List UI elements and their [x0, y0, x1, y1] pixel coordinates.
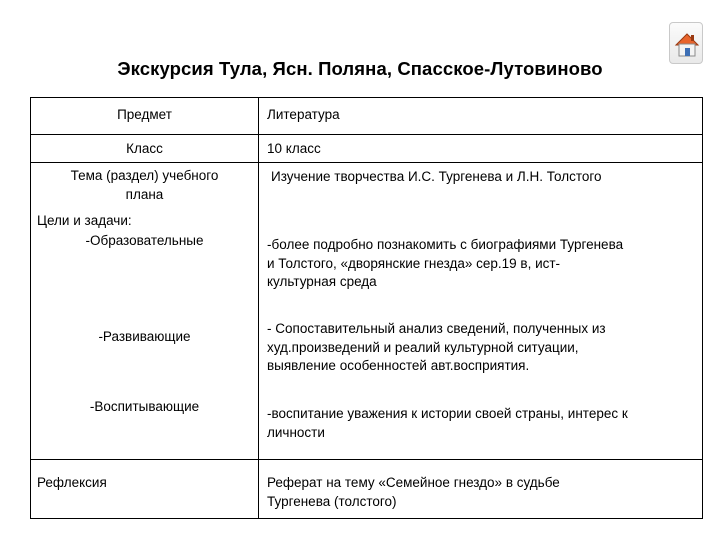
goals-heading: Цели и задачи: — [37, 213, 132, 228]
row-divider — [31, 459, 702, 460]
reflection-line: Тургенева (толстого) — [267, 493, 397, 509]
topic-label — [31, 167, 258, 204]
goal-upbringing-line: -воспитание уважения к истории своей страны, интерес к — [267, 406, 628, 421]
goal-developmental-label: -Развивающие — [98, 329, 191, 344]
reflection-label: Рефлексия — [37, 475, 107, 490]
row-divider — [31, 162, 702, 163]
page-title: Экскурсия Тула, Ясн. Поляна, Спасское-Лутовиново — [117, 58, 603, 79]
goal-educational-line: и Толстого, «дворянские гнезда» сер.19 в, ист- — [267, 255, 561, 271]
goal-educational-line: -более подробно познакомить с биографиями Тургенева — [267, 237, 624, 252]
reflection-value — [267, 474, 560, 511]
topic-label-line: Тема (раздел) учебного — [70, 168, 219, 183]
goal-upbringing-value — [267, 405, 628, 442]
goal-developmental-line: выявление особенностей авт.восприятия. — [267, 358, 530, 373]
lesson-plan-table — [30, 97, 703, 519]
goal-developmental-line: худ.произведений и реалий культурной ситуации, — [267, 339, 579, 355]
goal-developmental-line: - Сопоставительный анализ сведений, полученных из — [267, 321, 606, 336]
goal-educational-label: -Образовательные — [85, 233, 204, 248]
row-divider — [31, 134, 702, 135]
goal-educational-line: культурная среда — [267, 274, 377, 289]
class-label: Класс — [126, 141, 163, 156]
goal-upbringing-line: личности — [267, 424, 325, 440]
goal-educational-value — [267, 236, 623, 292]
topic-value: Изучение творчества И.С. Тургенева и Л.Н. Толстого — [271, 169, 602, 184]
goal-upbringing-label: -Воспитывающие — [89, 399, 200, 414]
column-divider — [258, 98, 259, 518]
topic-label-line: плана — [125, 186, 164, 202]
subject-label: Предмет — [117, 107, 172, 122]
subject-value: Литература — [267, 107, 340, 122]
home-icon — [672, 30, 702, 58]
reflection-line: Реферат на тему «Семейное гнездо» в судьбе — [267, 475, 560, 490]
class-value: 10 класс — [267, 141, 321, 156]
goal-developmental-value — [267, 320, 606, 376]
home-button[interactable] — [669, 22, 703, 64]
